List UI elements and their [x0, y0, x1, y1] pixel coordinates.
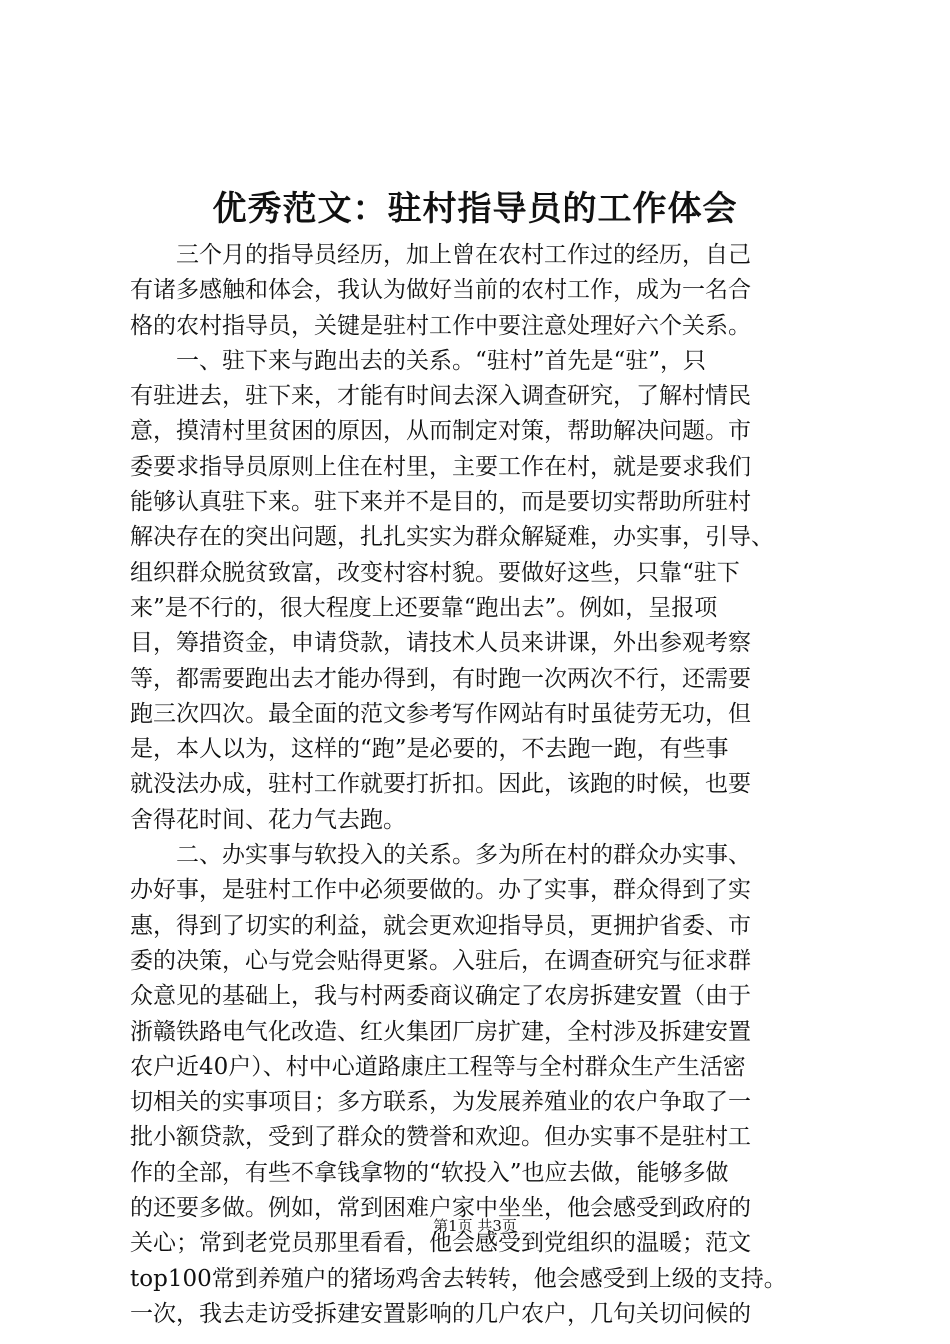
text-line: 意，摸清村里贫困的原因，从而制定对策，帮助解决问题。市	[130, 418, 751, 445]
document-body	[130, 238, 830, 1332]
text-line: 的还要多做。例如，常到困难户家中坐坐，他会感受到政府的	[130, 1195, 751, 1222]
text-line: 有诸多感触和体会，我认为做好当前的农村工作，成为一名合	[130, 277, 751, 304]
text-line: 作的全部，有些不拿钱拿物的“软投入”也应去做，能够多做	[130, 1159, 729, 1186]
text-line: 就没法办成，驻村工作就要打折扣。因此，该跑的时候，也要	[130, 771, 751, 798]
text-line: 浙赣铁路电气化改造、红火集团厂房扩建，全村涉及拆建安置	[130, 1018, 751, 1045]
text-line: 委要求指导员原则上住在村里，主要工作在村，就是要求我们	[130, 453, 751, 480]
text-line: 跑三次四次。最全面的范文参考写作网站有时虽徒劳无功，但	[130, 700, 751, 727]
text-line: 是，本人以为，这样的“跑”是必要的，不去跑一跑，有些事	[130, 736, 729, 763]
text-line: 办好事，是驻村工作中必须要做的。办了实事，群众得到了实	[130, 877, 751, 904]
document-title: 优秀范文：驻村指导员的工作体会	[212, 189, 738, 229]
text-line: top100常到养殖户的猪场鸡舍去转转，他会感受到上级的支持。	[130, 1265, 787, 1292]
text-line: 来”是不行的，很大程度上还要靠“跑出去”。例如，呈报项	[130, 594, 718, 621]
text-line: 委的决策，心与党会贴得更紧。入驻后，在调查研究与征求群	[130, 947, 751, 974]
page-number-footer: 第1页 共3页	[433, 1217, 517, 1235]
text-line: 组织群众脱贫致富，改变村容村貌。要做好这些，只靠“驻下	[130, 559, 740, 586]
text-line: 关心；常到老党员那里看看，他会感受到党组织的温暖；范文	[130, 1230, 751, 1257]
text-line: 批小额贷款，受到了群众的赞誉和欢迎。但办实事不是驻村工	[130, 1124, 751, 1151]
text-line: 二、办实事与软投入的关系。多为所在村的群众办实事、	[176, 842, 751, 869]
text-line: 等，都需要跑出去才能办得到，有时跑一次两次不行，还需要	[130, 665, 751, 692]
text-line: 一次，我去走访受拆建安置影响的几户农户，几句关切问候的	[130, 1300, 751, 1327]
text-line: 目，筹措资金，申请贷款，请技术人员来讲课，外出参观考察	[130, 630, 751, 657]
text-line: 一、驻下来与跑出去的关系。“驻村”首先是“驻”，只	[176, 347, 707, 374]
text-line: 三个月的指导员经历，加上曾在农村工作过的经历，自己	[176, 242, 751, 268]
text-line: 舍得花时间、花力气去跑。	[130, 806, 406, 833]
text-line: 格的农村指导员，关键是驻村工作中要注意处理好六个关系。	[130, 312, 751, 339]
text-line: 众意见的基础上，我与村两委商议确定了农房拆建安置（由于	[130, 983, 751, 1010]
text-line: 能够认真驻下来。驻下来并不是目的，而是要切实帮助所驻村	[130, 489, 751, 516]
text-line: 惠，得到了切实的利益，就会更欢迎指导员，更拥护省委、市	[130, 912, 751, 939]
text-line: 有驻进去，驻下来，才能有时间去深入调查研究，了解村情民	[130, 383, 751, 410]
text-line: 农户近40户）、村中心道路康庄工程等与全村群众生产生活密	[130, 1053, 746, 1080]
text-line: 切相关的实事项目；多方联系，为发展养殖业的农户争取了一	[130, 1089, 751, 1116]
text-line: 解决存在的突出问题，扎扎实实为群众解疑难，办实事，引导、	[130, 524, 774, 551]
